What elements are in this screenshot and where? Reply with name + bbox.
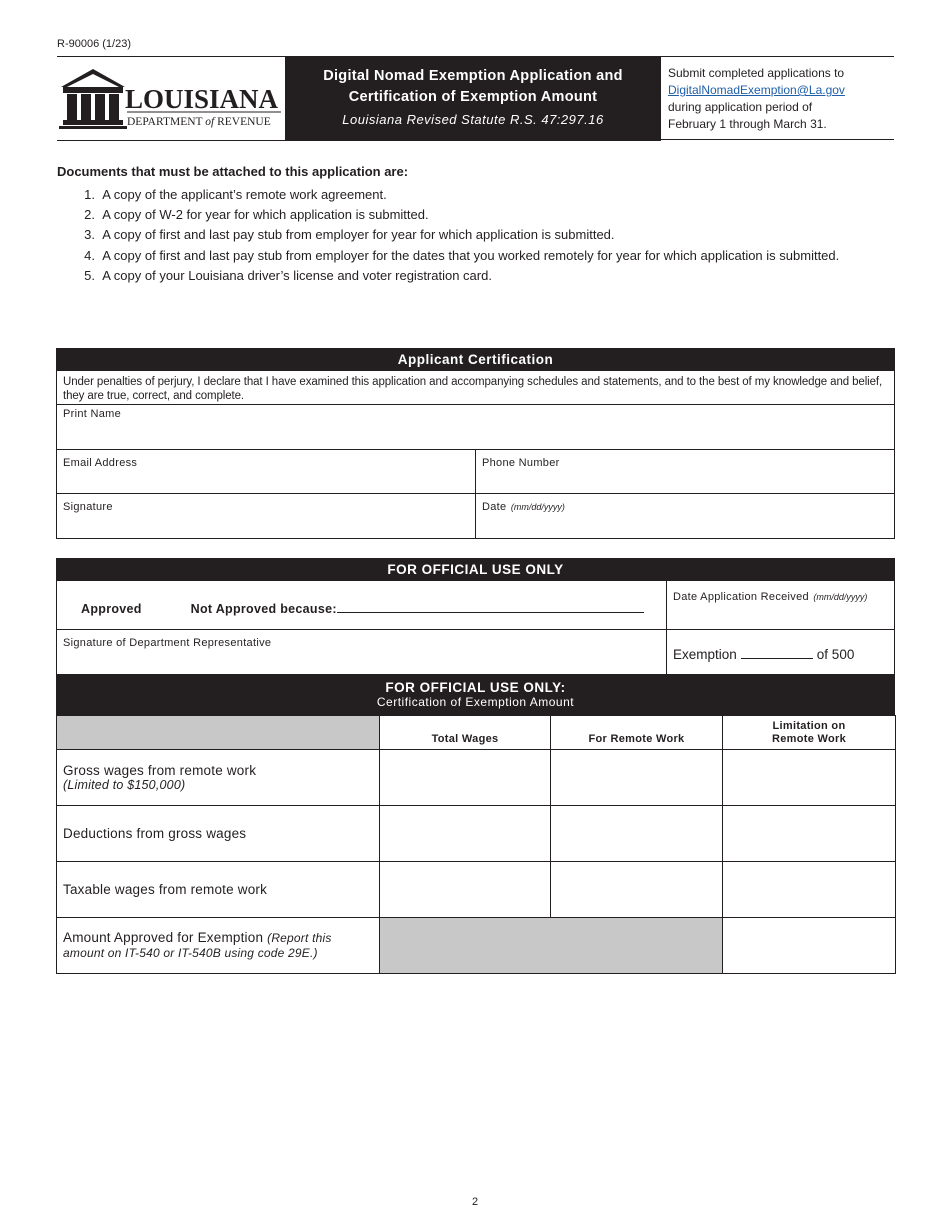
applicant-certification-section [56,348,895,539]
signature-field[interactable]: Signature [57,494,476,538]
perjury-declaration: Under penalties of perjury, I declare that I have examined this application and accompanying schedules and statements, and to the best of my knowledge and belief, they are true, correct, and complete. [56,371,895,405]
exemption-calculation-table [56,715,896,974]
exemption-amount-title: FOR OFFICIAL USE ONLY: Certification of Exemption Amount [56,675,895,715]
row-label-amount-approved: Amount Approved for Exemption (Report this amount on IT-540 or IT-540B using code 29E.) [57,918,380,974]
statute-reference: Louisiana Revised Statute R.S. 47:297.16 [342,112,604,127]
row-label-gross-wages: Gross wages from remote work (Limited to $150,000) [57,750,380,806]
phone-field[interactable]: Phone Number [482,457,560,469]
list-item: 3. A copy of first and last pay stub from employer for year for which application is submitted. [84,227,615,243]
list-item: 5. A copy of your Louisiana driver’s license and voter registration card. [84,267,492,283]
approved-option[interactable]: Approved [81,602,142,616]
gross-total-wages-cell[interactable] [380,750,551,806]
signature-date-row [56,494,895,539]
documents-list [57,185,839,286]
louisiana-revenue-logo [57,57,285,141]
deductions-total-wages-cell[interactable] [380,806,551,862]
approval-status [57,581,667,629]
taxable-limitation-cell[interactable] [723,862,896,918]
list-item: 1. A copy of the applicant’s remote work agreement. [84,187,387,202]
email-phone-row [56,450,895,494]
email-field[interactable]: Email Address [57,450,476,493]
row-label-taxable-wages: Taxable wages from remote work [57,862,380,918]
deductions-limitation-cell[interactable] [723,806,896,862]
approved-shaded-cell [380,918,723,974]
col-total-wages: Total Wages [380,716,551,750]
row-label-deductions: Deductions from gross wages [57,806,380,862]
documents-heading: Documents that must be attached to this application are: [57,164,409,179]
official-use-section [56,558,895,974]
approval-row [56,581,895,630]
logo-name: LOUISIANA [125,84,279,114]
official-use-title: FOR OFFICIAL USE ONLY [56,558,895,581]
table-row [57,750,896,806]
not-approved-reason-line[interactable] [337,600,644,613]
form-title-line1: Digital Nomad Exemption Application and [323,68,623,84]
dept-signature-field[interactable]: Signature of Department Representative [57,630,667,674]
taxable-remote-work-cell[interactable] [551,862,723,918]
exemption-count-line[interactable] [741,647,813,659]
exemption-count: Exemption of 500 [673,647,855,662]
form-title-line2: Certification of Exemption Amount [348,89,598,105]
header-blank-cell [57,716,380,750]
col-for-remote-work: For Remote Work [551,716,723,750]
list-item: 2. A copy of W-2 for year for which application is submitted. [84,207,429,223]
dept-signature-row [56,630,895,675]
taxable-total-wages-cell[interactable] [380,862,551,918]
page-number: 2 [471,1196,479,1208]
print-name-field[interactable]: Print Name [56,405,895,450]
deductions-remote-work-cell[interactable] [551,806,723,862]
submission-email-link[interactable]: DigitalNomadExemption@La.gov [668,83,845,97]
table-header-row [57,716,896,750]
approved-amount-cell[interactable] [723,918,896,974]
date-received-field[interactable]: Date Application Received (mm/dd/yyyy) [673,591,868,603]
svg-text:DEPARTMENT of REVE: DEPARTMENT of REVENUE [127,116,271,128]
form-title-box [285,56,661,141]
col-limitation: Limitation on Remote Work [723,716,896,750]
submission-instructions: Submit completed applications to DigitalNomadExemption@La.gov during application period of February 1 through March 31. [661,56,894,140]
table-row [57,806,896,862]
not-approved-option[interactable]: Not Approved because: [190,602,337,616]
applicant-certification-title: Applicant Certification [56,348,895,371]
table-row [57,918,896,974]
table-row [57,862,896,918]
capitol-columns-icon [57,57,285,141]
gross-limitation-cell[interactable] [723,750,896,806]
gross-remote-work-cell[interactable] [551,750,723,806]
list-item: 4. A copy of first and last pay stub from employer for the dates that you worked remotely for year for which application is submitted. [84,247,840,263]
form-number: R-90006 (1/23) [57,38,131,50]
date-field[interactable]: Date (mm/dd/yyyy) [482,501,565,513]
